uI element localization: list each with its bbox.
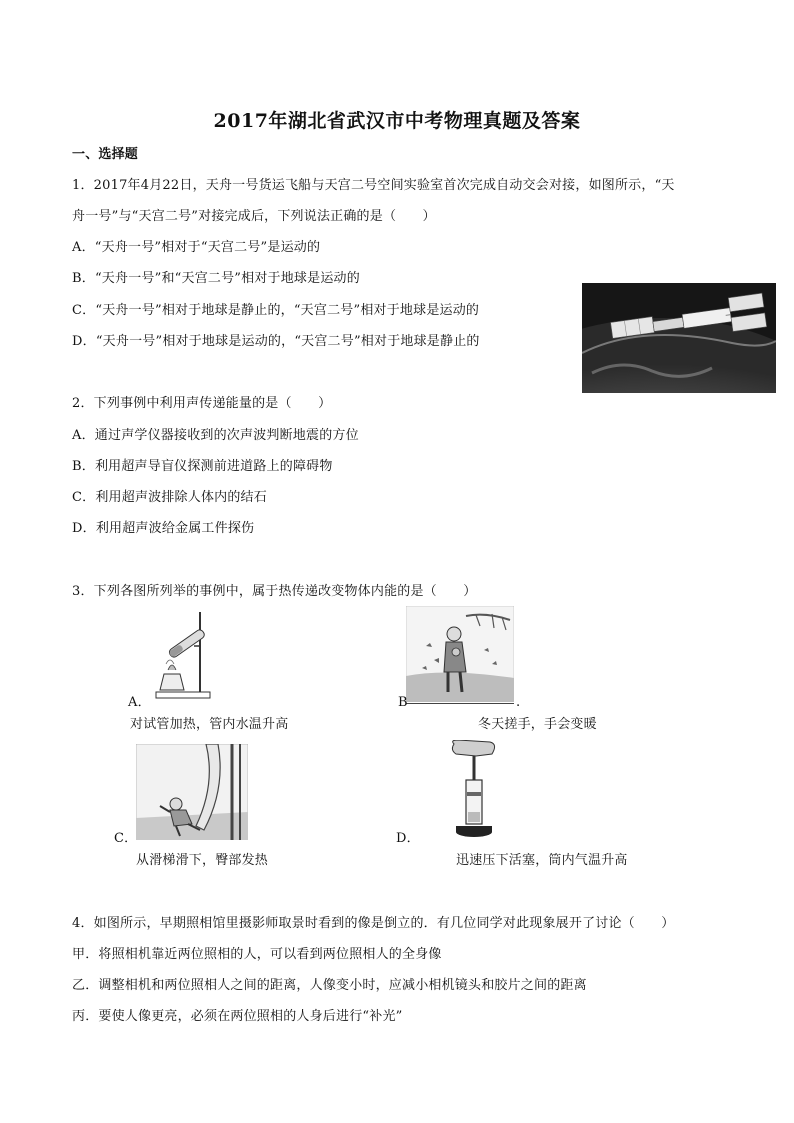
- q2-stem: 2．下列事例中利用声传递能量的是（ ）: [72, 396, 332, 411]
- space-station-photo: [582, 283, 776, 393]
- q3-b-dot: .: [516, 695, 521, 710]
- q2-option-b: B．利用超声导盲仪探测前进道路上的障碍物: [72, 459, 333, 474]
- q1-option-b: B．“天舟一号”和“天宫二号”相对于地球是运动的: [72, 271, 360, 286]
- q4-line-bing: 丙．要使人像更亮，必须在两位照相的人身后进行“补光”: [72, 1009, 403, 1024]
- q3-stem: 3．下列各图所列举的事例中，属于热传递改变物体内能的是（ ）: [72, 584, 477, 599]
- q3-d-caption: 迅速压下活塞，筒内气温升高: [456, 853, 628, 868]
- q4-stem: 4．如图所示，早期照相馆里摄影师取景时看到的像是倒立的．有几位同学对此现象展开了讨论（ ）: [72, 916, 675, 931]
- q3-a-letter: A．: [128, 695, 151, 710]
- q1-stem-line1: 1．2017年4月22日，天舟一号货运飞船与天宫二号空间实验室首次完成自动交会对接，如图所示，“天: [72, 178, 675, 193]
- q3-a-caption: 对试管加热，管内水温升高: [130, 717, 289, 732]
- figure-piston: [446, 740, 502, 840]
- q3-c-letter: C．: [114, 831, 138, 846]
- q2-option-d: D．利用超声波给金属工件探伤: [72, 521, 255, 536]
- q4-line-jia: 甲．将照相机靠近两位照相的人，可以看到两位照相人的全身像: [72, 947, 442, 962]
- q3-c-caption: 从滑梯滑下，臀部发热: [136, 853, 269, 868]
- figure-b-baseline: [406, 703, 514, 704]
- q4-line-yi: 乙．调整相机和两位照相人之间的距离，人像变小时，应减小相机镜头和胶片之间的距离: [72, 978, 587, 993]
- figure-test-tube-heating: [150, 608, 220, 700]
- q2-option-c: C．利用超声波排除人体内的结石: [72, 490, 267, 505]
- q3-b-letter: B: [398, 695, 408, 710]
- q1-option-d: D．“天舟一号”相对于地球是运动的，“天宫二号”相对于地球是静止的: [72, 334, 480, 349]
- figure-slide: [136, 744, 248, 840]
- q1-option-c: C．“天舟一号”相对于地球是静止的，“天宫二号”相对于地球是运动的: [72, 303, 480, 318]
- page-title: 2017年湖北省武汉市中考物理真题及答案: [213, 110, 581, 132]
- q1-stem-line2: 舟一号”与“天宫二号”对接完成后，下列说法正确的是（ ）: [72, 209, 436, 224]
- q3-d-letter: D．: [396, 831, 420, 846]
- q2-option-a: A．通过声学仪器接收到的次声波判断地震的方位: [72, 428, 359, 443]
- figure-rubbing-hands: [406, 606, 514, 702]
- section-heading: 一、选择题: [72, 147, 139, 162]
- q1-option-a: A．“天舟一号”相对于“天宫二号”是运动的: [72, 240, 321, 255]
- q3-b-caption: 冬天搓手，手会变暖: [478, 717, 597, 732]
